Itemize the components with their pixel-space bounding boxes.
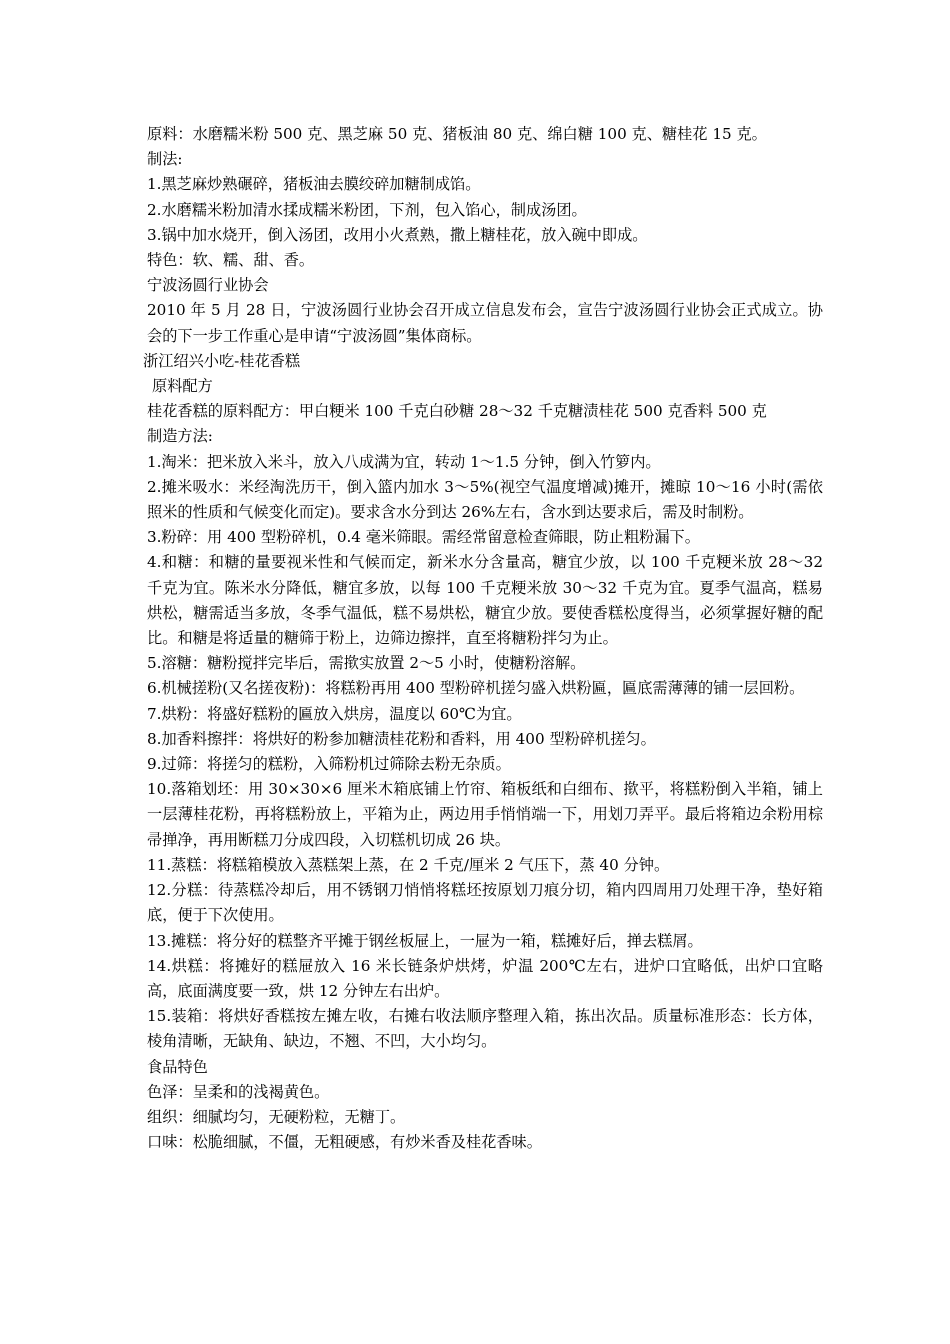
- paragraph-feature-taste: 口味：松脆细腻，不僵，无粗硬感，有炒米香及桂花香味。: [147, 1133, 542, 1152]
- subheading-food-features: 食品特色: [147, 1057, 208, 1076]
- paragraph-step: 1.淘米：把米放入米斗，放入八成满为宜，转动 1～1.5 分钟，倒入竹箩内。: [147, 452, 661, 471]
- paragraph-step: 3.锅中加水烧开，倒入汤团，改用小火煮熟，撒上糖桂花，放入碗中即成。: [147, 225, 648, 244]
- subheading-manufacturing: 制造方法:: [147, 427, 213, 446]
- paragraph-ingredients-tangyuan: 原料：水磨糯米粉 500 克、黑芝麻 50 克、猪板油 80 克、绵白糖 100 克、糖桂花 15 克。: [147, 125, 767, 143]
- paragraph-feature: 特色：软、糯、甜、香。: [147, 251, 315, 270]
- paragraph-step: 1.黑芝麻炒熟碾碎，猪板油去膜绞碎加糖制成馅。: [147, 175, 481, 194]
- paragraph-step: 6.机械搓粉(又名搓夜粉)：将糕粉再用 400 型粉碎机搓匀盛入烘粉匾，匾底需薄薄的铺一层回粉。: [147, 679, 805, 698]
- paragraph-step: 8.加香料擦拌：将烘好的粉参加糖渍桂花粉和香料，用 400 型粉碎机搓匀。: [147, 729, 656, 748]
- paragraph-step: 10.落箱划坯：用 30×30×6 厘米木箱底铺上竹帘、箱板纸和白细布、揿平，将糕粉倒入半箱，铺上一层薄桂花粉，再将糕粉放上，平箱为止，两边用手悄悄端一下，用划刀弄平。最后将箱边余粉用棕帚掸净，再用断糕刀分成四段，入切糕机切成 26 块。: [147, 780, 823, 849]
- paragraph-step: 4.和糖：和糖的量要视米性和气候而定，新米水分含量高，糖宜少放，以 100 千克粳米放 28～32 千克为宜。陈米水分降低，糖宜多放，以每 100 千克粳米放 30～32 千克为宜。夏季气温高，糕易烘松，糖需适当多放，冬季气温低，糕不易烘松，糖宜少放。要使香糕松度得当，必须掌握好糖的配比。和糖是将适量的糖筛于粉上，边筛边擦拌，直至将糖粉拌匀为止。: [147, 553, 823, 648]
- subheading-formula: 原料配方: [152, 377, 213, 396]
- paragraph-step: 9.过筛：将搓匀的糕粉，入筛粉机过筛除去粉无杂质。: [147, 755, 511, 774]
- paragraph-step: 2.摊米吸水：米经淘洗历干，倒入篮内加水 3～5%(视空气温度增减)摊开，摊晾 10～16 小时(需依照米的性质和气候变化而定)。要求含水分到达 26%左右，含水到达要求后，需及时制粉。: [147, 477, 823, 522]
- paragraph-step: 5.溶糖：糖粉搅拌完毕后，需揿实放置 2～5 小时，使糖粉溶解。: [147, 654, 586, 673]
- paragraph-method-heading: 制法:: [147, 150, 183, 169]
- paragraph-association-news: 2010 年 5 月 28 日，宁波汤圆行业协会召开成立信息发布会，宣告宁波汤圆行业协会正式成立。协会的下一步工作重心是申请“宁波汤圆”集体商标。: [147, 301, 823, 345]
- paragraph-step: 2.水磨糯米粉加清水揉成糯米粉团，下剂，包入馅心，制成汤团。: [147, 200, 587, 219]
- paragraph-formula: 桂花香糕的原料配方：甲白粳米 100 千克白砂糖 28～32 千克糖渍桂花 500 克香料 500 克: [147, 402, 767, 421]
- paragraph-step: 12.分糕：待蒸糕冷却后，用不锈钢刀悄悄将糕坯按原划刀痕分切，箱内四周用刀处理干净，垫好箱底，便于下次使用。: [147, 881, 823, 925]
- section-heading-association: 宁波汤圆行业协会: [147, 276, 269, 295]
- paragraph-feature-texture: 组织：细腻均匀，无硬粉粒，无糖丁。: [147, 1107, 406, 1126]
- paragraph-step: 7.烘粉：将盛好糕粉的匾放入烘房，温度以 60℃为宜。: [147, 704, 522, 723]
- paragraph-feature-color: 色泽：呈柔和的浅褐黄色。: [147, 1082, 330, 1101]
- section-heading-guihua-xianggao: 浙江绍兴小吃-桂花香糕: [143, 351, 301, 370]
- paragraph-step: 3.粉碎：用 400 型粉碎机，0.4 毫米筛眼。需经常留意检查筛眼，防止粗粉漏下。: [147, 528, 700, 547]
- paragraph-step: 15.装箱：将烘好香糕按左摊左收，右摊右收法顺序整理入箱，拣出次品。质量标准形态：长方体，棱角清晰，无缺角、缺边，不翘、不凹，大小均匀。: [147, 1007, 823, 1051]
- document-body: [143, 122, 823, 1155]
- paragraph-step: 14.烘糕：将摊好的糕屉放入 16 米长链条炉烘烤，炉温 200℃左右，进炉口宜略低，出炉口宜略高，底面满度要一致，烘 12 分钟左右出炉。: [147, 956, 823, 1000]
- paragraph-step: 11.蒸糕：将糕箱模放入蒸糕架上蒸，在 2 千克/厘米 2 气压下，蒸 40 分钟。: [147, 855, 670, 874]
- paragraph-step: 13.摊糕：将分好的糕整齐平摊于钢丝板屉上，一屉为一箱，糕摊好后，掸去糕屑。: [147, 931, 703, 950]
